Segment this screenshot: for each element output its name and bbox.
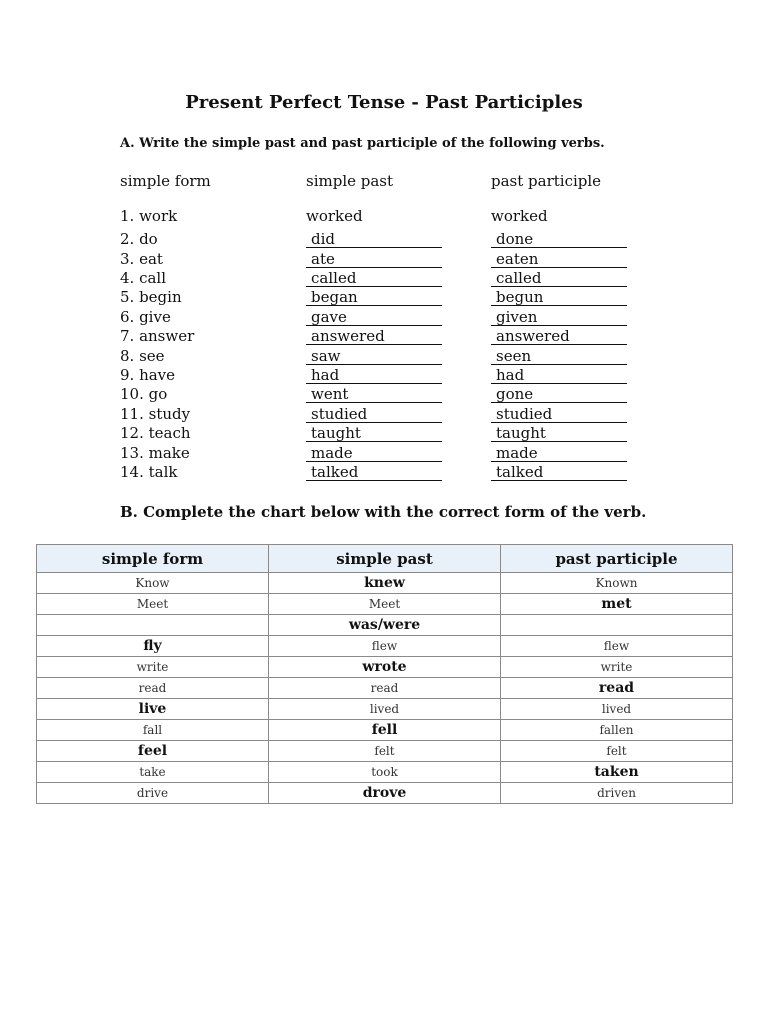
chart-row <box>37 636 733 657</box>
verb-simple-form: 4. call <box>120 269 167 287</box>
verb-simple-form: 13. make <box>120 444 190 462</box>
exercise-row <box>0 207 768 227</box>
chart-cell-simple-form: live <box>37 699 269 720</box>
chart-header-simple-past: simple past <box>269 545 501 573</box>
chart-row <box>37 741 733 762</box>
exercise-row <box>0 405 768 425</box>
chart-row <box>37 573 733 594</box>
chart-cell-simple-form: Meet <box>37 594 269 615</box>
chart-cell-simple-form: drive <box>37 783 269 804</box>
simple-past-answer: taught <box>306 424 442 442</box>
simple-past-answer: had <box>306 366 442 384</box>
chart-cell-simple-past: took <box>269 762 501 783</box>
exercise-row <box>0 269 768 289</box>
chart-row <box>37 762 733 783</box>
chart-cell-simple-past: fell <box>269 720 501 741</box>
exercise-row <box>0 366 768 386</box>
chart-cell-simple-past: Meet <box>269 594 501 615</box>
verb-simple-form: 12. teach <box>120 424 191 442</box>
chart-cell-past-participle: felt <box>501 741 733 762</box>
chart-cell-simple-past: flew <box>269 636 501 657</box>
past-participle-answer: begun <box>491 288 627 306</box>
past-participle-answer: seen <box>491 347 627 365</box>
chart-cell-past-participle <box>501 615 733 636</box>
simple-past-answer: talked <box>306 463 442 481</box>
chart-row <box>37 720 733 741</box>
chart-cell-simple-past: lived <box>269 699 501 720</box>
exercise-row <box>0 347 768 367</box>
simple-past-answer: worked <box>306 207 363 225</box>
simple-past-answer: began <box>306 288 442 306</box>
past-participle-answer: had <box>491 366 627 384</box>
verb-simple-form: 9. have <box>120 366 176 384</box>
chart-cell-simple-past: knew <box>269 573 501 594</box>
past-participle-answer: given <box>491 308 627 326</box>
exercise-row <box>0 463 768 483</box>
chart-cell-simple-past: drove <box>269 783 501 804</box>
verb-simple-form: 3. eat <box>120 250 163 268</box>
chart-header-simple-form: simple form <box>37 545 269 573</box>
chart-header-past-participle: past participle <box>501 545 733 573</box>
chart-cell-past-participle: lived <box>501 699 733 720</box>
verb-simple-form: 2. do <box>120 230 158 248</box>
chart-header-row <box>37 545 733 573</box>
chart-row <box>37 615 733 636</box>
simple-past-answer: ate <box>306 250 442 268</box>
chart-row <box>37 678 733 699</box>
chart-row <box>37 783 733 804</box>
chart-cell-simple-form <box>37 615 269 636</box>
simple-past-answer: studied <box>306 405 442 423</box>
chart-cell-past-participle: read <box>501 678 733 699</box>
page-title: Present Perfect Tense - Past Participles <box>185 92 583 113</box>
verb-simple-form: 8. see <box>120 347 165 365</box>
chart-cell-simple-form: Know <box>37 573 269 594</box>
chart-cell-past-participle: taken <box>501 762 733 783</box>
chart-cell-simple-form: fall <box>37 720 269 741</box>
simple-past-answer: called <box>306 269 442 287</box>
chart-cell-simple-form: read <box>37 678 269 699</box>
col-header-simple-form: simple form <box>120 172 211 190</box>
exercise-row <box>0 308 768 328</box>
verb-simple-form: 10. go <box>120 385 168 403</box>
col-header-past-participle: past participle <box>491 172 602 190</box>
verb-simple-form: 7. answer <box>120 327 195 345</box>
chart-row <box>37 594 733 615</box>
section-b-heading: B. Complete the chart below with the correct form of the verb. <box>120 503 647 521</box>
chart-cell-past-participle: flew <box>501 636 733 657</box>
chart-cell-simple-form: feel <box>37 741 269 762</box>
verb-simple-form: 1. work <box>120 207 178 225</box>
chart-cell-simple-form: write <box>37 657 269 678</box>
past-participle-answer: called <box>491 269 627 287</box>
exercise-row <box>0 230 768 250</box>
past-participle-answer: made <box>491 444 627 462</box>
chart-cell-past-participle: write <box>501 657 733 678</box>
past-participle-answer: done <box>491 230 627 248</box>
simple-past-answer: went <box>306 385 442 403</box>
verb-simple-form: 14. talk <box>120 463 178 481</box>
chart-cell-past-participle: met <box>501 594 733 615</box>
simple-past-answer: gave <box>306 308 442 326</box>
chart-cell-past-participle: Known <box>501 573 733 594</box>
col-header-simple-past: simple past <box>306 172 394 190</box>
past-participle-answer: talked <box>491 463 627 481</box>
exercise-row <box>0 424 768 444</box>
verb-chart <box>36 544 733 804</box>
chart-cell-simple-past: was/were <box>269 615 501 636</box>
chart-cell-simple-past: wrote <box>269 657 501 678</box>
simple-past-answer: answered <box>306 327 442 345</box>
past-participle-answer: worked <box>491 207 548 225</box>
chart-cell-simple-form: fly <box>37 636 269 657</box>
exercise-row <box>0 385 768 405</box>
verb-simple-form: 5. begin <box>120 288 182 306</box>
section-a-heading: A. Write the simple past and past participle of the following verbs. <box>120 136 605 151</box>
past-participle-answer: taught <box>491 424 627 442</box>
verb-simple-form: 6. give <box>120 308 171 326</box>
past-participle-answer: studied <box>491 405 627 423</box>
chart-cell-simple-past: felt <box>269 741 501 762</box>
simple-past-answer: saw <box>306 347 442 365</box>
chart-cell-past-participle: fallen <box>501 720 733 741</box>
chart-cell-past-participle: driven <box>501 783 733 804</box>
verb-simple-form: 11. study <box>120 405 191 423</box>
chart-cell-simple-form: take <box>37 762 269 783</box>
past-participle-answer: gone <box>491 385 627 403</box>
exercise-row <box>0 327 768 347</box>
past-participle-answer: answered <box>491 327 627 345</box>
past-participle-answer: eaten <box>491 250 627 268</box>
exercise-row <box>0 444 768 464</box>
simple-past-answer: made <box>306 444 442 462</box>
exercise-row <box>0 288 768 308</box>
simple-past-answer: did <box>306 230 442 248</box>
chart-cell-simple-past: read <box>269 678 501 699</box>
exercise-row <box>0 250 768 270</box>
chart-row <box>37 699 733 720</box>
chart-row <box>37 657 733 678</box>
